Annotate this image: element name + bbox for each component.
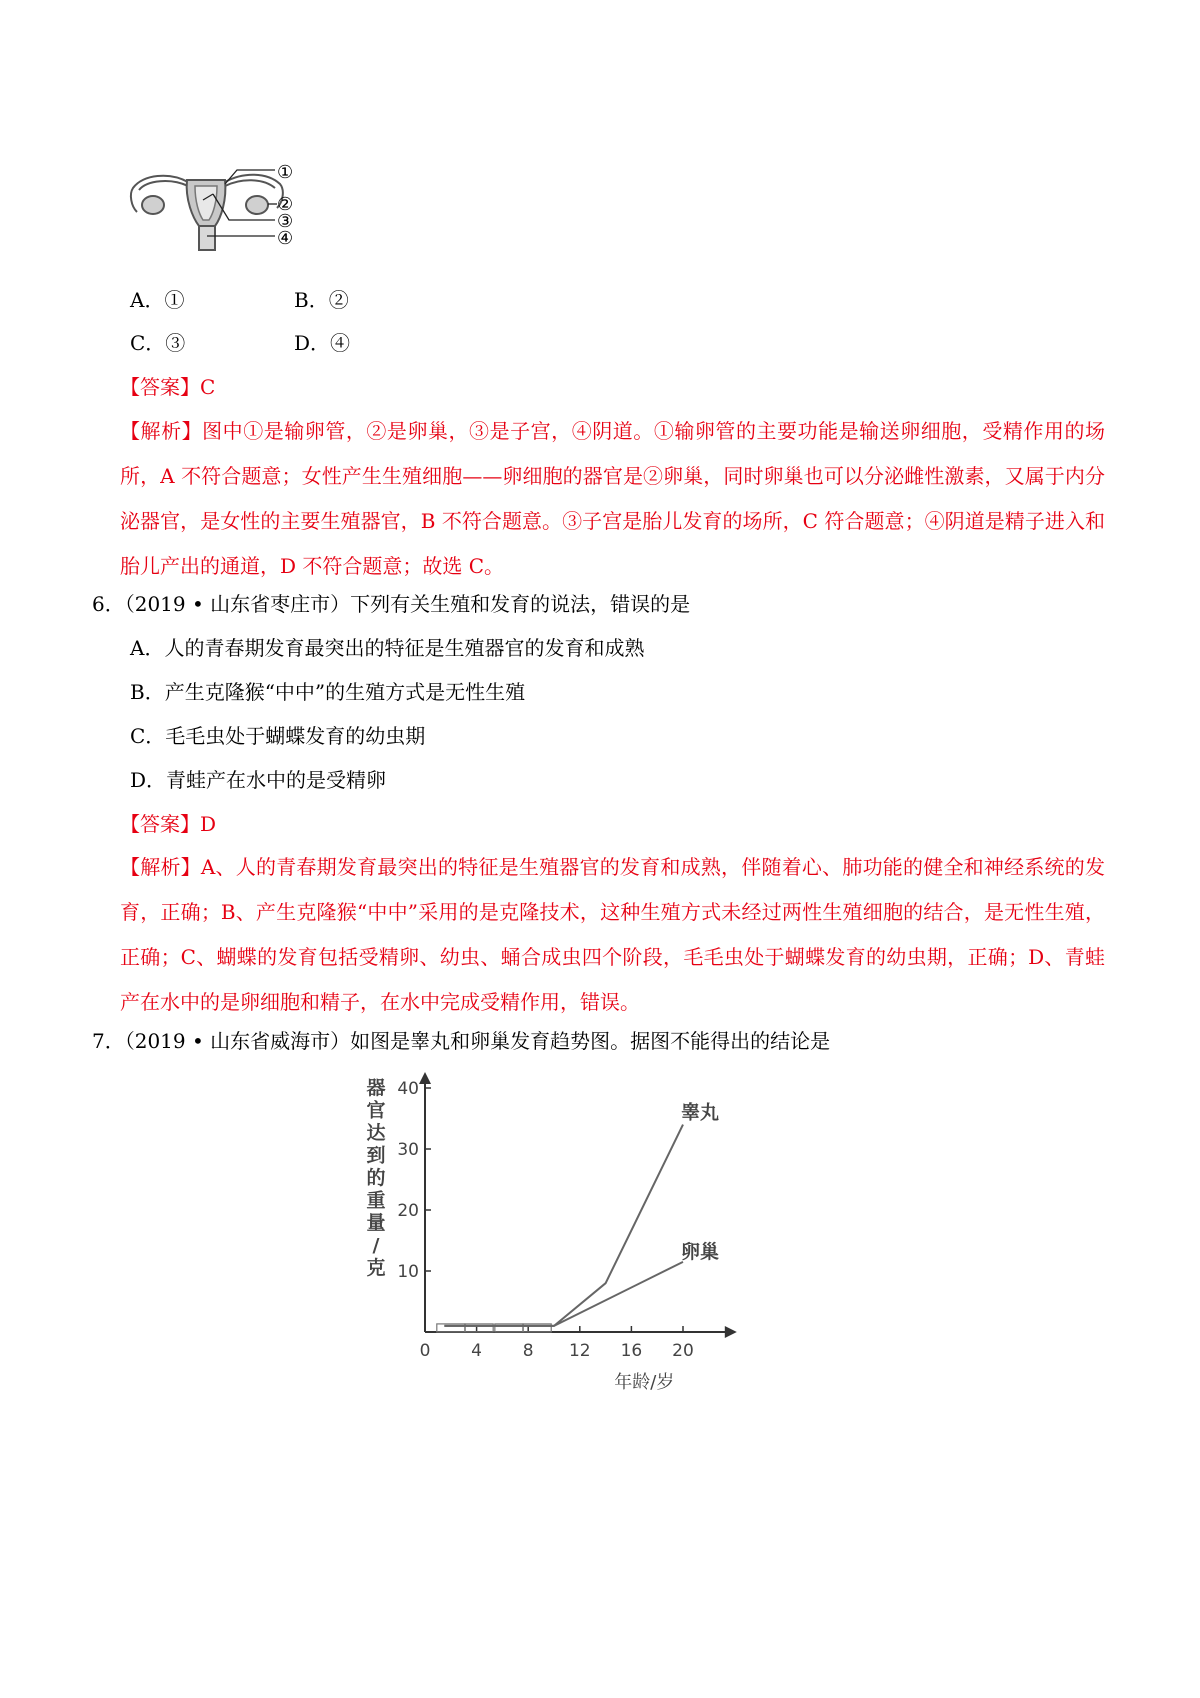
q6-analysis: 【解析】A、人的青春期发育最突出的特征是生殖器官的发育和成熟，伴随着心、肺功能的健全和神经系统的发育，正确；B、产生克隆猴“中中”采用的是克隆技术，这种生殖方式未经过两性生殖细胞的结合，是无性生殖，正确；C、蝴蝶的发育包括受精卵、幼虫、蛹合成虫四个阶段，毛毛虫处于蝴蝶发育的幼虫期，正确；D、青蛙产在水中的是卵细胞和精子，在水中完成受精作用，错误。 — [120, 855, 1105, 1014]
q6-stem: 6．（2019 • 山东省枣庄市）下列有关生殖和发育的说法，错误的是 — [92, 592, 691, 616]
series-line-ovary — [444, 1262, 683, 1326]
q5-option-c: C．③ — [130, 331, 186, 355]
series-label-ovary: 卵巢 — [681, 1240, 720, 1263]
y-axis-label-char: 达 — [366, 1122, 386, 1144]
q6-option-a: A．人的青春期发育最突出的特征是生殖器官的发育和成熟 — [130, 636, 645, 660]
testis-ovary-growth-chart — [360, 1070, 740, 1410]
x-tick-label: 4 — [471, 1341, 483, 1361]
y-axis-label-char: 重 — [366, 1189, 386, 1212]
y-axis-arrow — [419, 1072, 431, 1084]
q6-option-b: B．产生克隆猴“中中”的生殖方式是无性生殖 — [130, 680, 526, 704]
y-axis-label-char: 克 — [366, 1257, 386, 1279]
x-tick-label: 16 — [620, 1341, 643, 1361]
y-axis-label-char: 到 — [366, 1144, 386, 1167]
y-axis-label-char: / — [372, 1234, 380, 1257]
x-tick-label: 12 — [568, 1341, 591, 1361]
diagram-label-4: ④ — [277, 228, 294, 249]
q7-stem: 7．（2019 • 山东省威海市）如图是睾丸和卵巢发育趋势图。据图不能得出的结论是 — [92, 1029, 831, 1053]
y-tick-label: 10 — [397, 1262, 419, 1282]
y-axis-label-char: 官 — [366, 1099, 386, 1122]
y-axis-label-char: 量 — [366, 1212, 386, 1234]
x-tick-label: 20 — [672, 1341, 694, 1361]
y-tick-label: 40 — [397, 1079, 419, 1099]
x-axis-label: 年龄/岁 — [614, 1372, 675, 1393]
x-axis-arrow — [725, 1326, 737, 1338]
y-axis-label-char: 的 — [366, 1167, 386, 1189]
y-axis-label-char: 器 — [366, 1077, 386, 1099]
q6-answer: 【答案】D — [120, 812, 217, 836]
q5-answer: 【答案】C — [120, 375, 216, 399]
diagram-label-2: ② — [277, 194, 294, 215]
diagram-label-3: ③ — [277, 211, 294, 232]
y-tick-label: 30 — [397, 1140, 419, 1160]
q6-option-d: D．青蛙产在水中的是受精卵 — [130, 768, 387, 792]
q5-analysis: 【解析】图中①是输卵管，②是卵巢，③是子宫，④阴道。①输卵管的主要功能是输送卵细胞，受精作用的场所，A 不符合题意；女性产生生殖细胞——卵细胞的器官是②卵巢，同时卵巢也可以分泌雌性激素，又属于内分泌器官，是女性的主要生殖器官，B 不符合题意。③子宫是胎儿发育的场所，C 符合题意；④阴道是精子进入和胎儿产出的通道，D 不符合题意；故选 C。 — [120, 419, 1105, 578]
x-tick-label: 0 — [419, 1341, 431, 1361]
series-label-testis: 睾丸 — [681, 1101, 720, 1124]
q5-option-b: B．② — [294, 288, 349, 312]
reproductive-system-diagram — [125, 160, 330, 260]
y-tick-label: 20 — [397, 1201, 419, 1221]
q6-option-c: C．毛毛虫处于蝴蝶发育的幼虫期 — [130, 724, 426, 748]
x-tick-label: 8 — [522, 1341, 534, 1361]
diagram-label-1: ① — [277, 162, 294, 183]
q5-option-a: A．① — [130, 288, 185, 312]
q5-option-d: D．④ — [294, 331, 351, 355]
series-line-testis — [444, 1125, 683, 1326]
